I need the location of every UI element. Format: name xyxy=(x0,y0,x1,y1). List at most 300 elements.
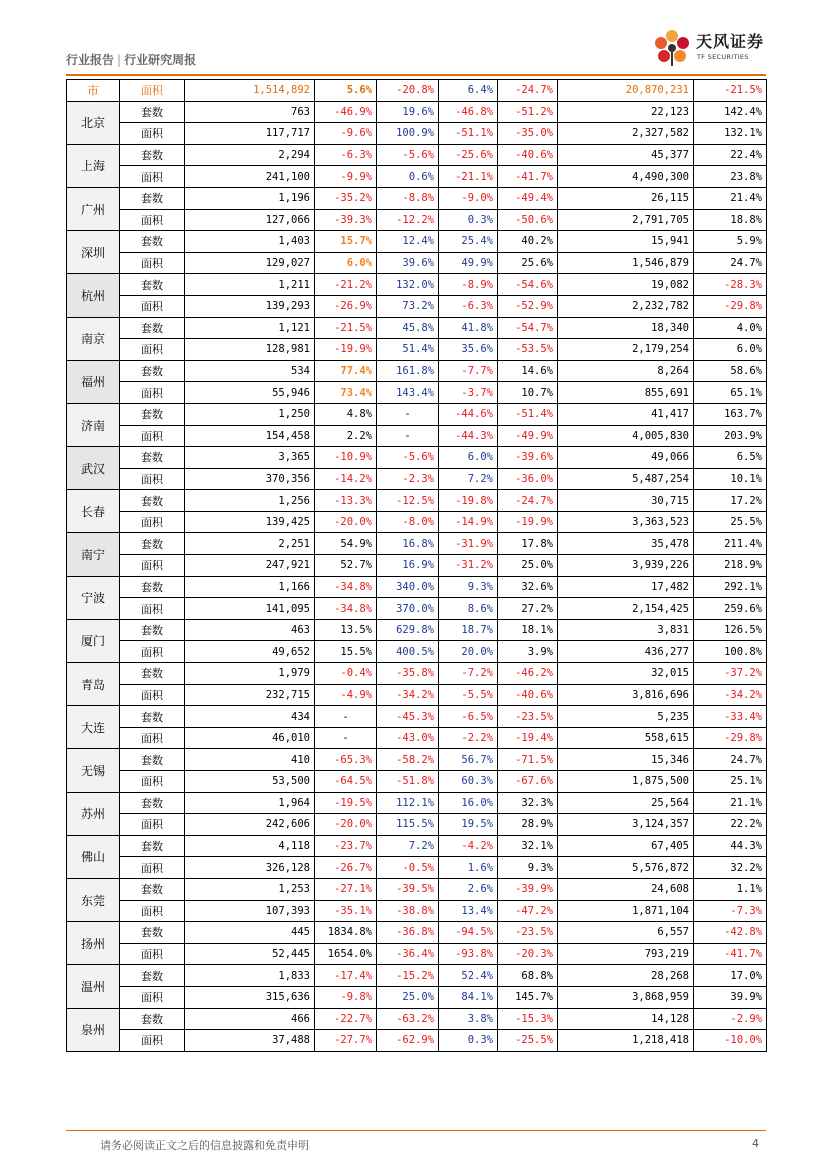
value-cell: -3.7% xyxy=(439,382,498,404)
value-cell: -35.1% xyxy=(315,900,377,922)
value-cell: -39.3% xyxy=(315,209,377,231)
value-cell: -41.7% xyxy=(498,166,558,188)
value-cell: -39.5% xyxy=(377,878,439,900)
value-cell: -41.7% xyxy=(694,943,767,965)
title-separator: | xyxy=(117,53,122,67)
value-cell: 25,564 xyxy=(558,792,694,814)
table-row xyxy=(67,706,767,728)
table-row xyxy=(67,447,767,469)
value-cell: 41.8% xyxy=(439,317,498,339)
value-cell: 203.9% xyxy=(694,425,767,447)
value-cell: 117,717 xyxy=(185,123,315,145)
table-row xyxy=(67,274,767,296)
value-cell: -29.8% xyxy=(694,727,767,749)
value-cell: -8.0% xyxy=(377,511,439,533)
table-row xyxy=(67,166,767,188)
value-cell: -19.9% xyxy=(498,511,558,533)
value-cell: -6.3% xyxy=(315,144,377,166)
value-cell: 13.5% xyxy=(315,619,377,641)
value-cell: 139,425 xyxy=(185,511,315,533)
value-cell: -19.9% xyxy=(315,339,377,361)
value-cell: 35,478 xyxy=(558,533,694,555)
metric-cell: 面积 xyxy=(120,814,185,836)
value-cell: -2.3% xyxy=(377,468,439,490)
city-name-cell: 广州 xyxy=(67,187,120,230)
value-cell: 2,251 xyxy=(185,533,315,555)
value-cell: -53.5% xyxy=(498,339,558,361)
value-cell: -24.7% xyxy=(498,80,558,102)
value-cell: -64.5% xyxy=(315,771,377,793)
value-cell: 232,715 xyxy=(185,684,315,706)
value-cell: 20.0% xyxy=(439,641,498,663)
value-cell: 0.6% xyxy=(377,166,439,188)
value-cell: 6.5% xyxy=(694,447,767,469)
value-cell: 22,123 xyxy=(558,101,694,123)
value-cell: -52.9% xyxy=(498,295,558,317)
table-row xyxy=(67,231,767,253)
value-cell: 5,487,254 xyxy=(558,468,694,490)
value-cell: 39.9% xyxy=(694,986,767,1008)
city-name-cell: 佛山 xyxy=(67,835,120,878)
table-row xyxy=(67,792,767,814)
value-cell: 5,576,872 xyxy=(558,857,694,879)
value-cell: 7.2% xyxy=(439,468,498,490)
value-cell: 44.3% xyxy=(694,835,767,857)
value-cell: -24.7% xyxy=(498,490,558,512)
value-cell: -6.5% xyxy=(439,706,498,728)
value-cell: 139,293 xyxy=(185,295,315,317)
value-cell: 1,218,418 xyxy=(558,1030,694,1052)
value-cell: 21.4% xyxy=(694,187,767,209)
value-cell: 242,606 xyxy=(185,814,315,836)
value-cell: 434 xyxy=(185,706,315,728)
table-row xyxy=(67,943,767,965)
metric-cell: 套数 xyxy=(120,965,185,987)
value-cell: 40.2% xyxy=(498,231,558,253)
value-cell: -51.4% xyxy=(498,403,558,425)
value-cell: -36.8% xyxy=(377,922,439,944)
value-cell: 2,791,705 xyxy=(558,209,694,231)
value-cell: 1,256 xyxy=(185,490,315,512)
value-cell: -12.5% xyxy=(377,490,439,512)
value-cell: -9.6% xyxy=(315,123,377,145)
value-cell: -31.2% xyxy=(439,555,498,577)
value-cell: 4.0% xyxy=(694,317,767,339)
value-cell: 3.9% xyxy=(498,641,558,663)
city-name-cell: 东莞 xyxy=(67,878,120,921)
report-header-title xyxy=(66,51,196,68)
value-cell: -6.3% xyxy=(439,295,498,317)
value-cell: 9.3% xyxy=(439,576,498,598)
value-cell: -12.2% xyxy=(377,209,439,231)
metric-cell: 面积 xyxy=(120,468,185,490)
value-cell: 128,981 xyxy=(185,339,315,361)
value-cell: 1,875,500 xyxy=(558,771,694,793)
value-cell: 463 xyxy=(185,619,315,641)
value-cell: 10.7% xyxy=(498,382,558,404)
metric-cell: 面积 xyxy=(120,1030,185,1052)
value-cell: 6.0% xyxy=(694,339,767,361)
value-cell: -23.7% xyxy=(315,835,377,857)
value-cell: 18.7% xyxy=(439,619,498,641)
value-cell: 23.8% xyxy=(694,166,767,188)
disclaimer-text: 请务必阅读正文之后的信息披露和免责申明 xyxy=(100,1139,309,1152)
city-name-cell: 上海 xyxy=(67,144,120,187)
value-cell: -21.5% xyxy=(694,80,767,102)
value-cell: 1,833 xyxy=(185,965,315,987)
value-cell: 16.8% xyxy=(377,533,439,555)
value-cell: -21.2% xyxy=(315,274,377,296)
value-cell: 2,154,425 xyxy=(558,598,694,620)
value-cell: -20.8% xyxy=(377,80,439,102)
table-row xyxy=(67,490,767,512)
value-cell: -54.7% xyxy=(498,317,558,339)
value-cell: 15,941 xyxy=(558,231,694,253)
table-row xyxy=(67,986,767,1008)
value-cell: 126.5% xyxy=(694,619,767,641)
city-cell: 市 xyxy=(67,80,120,102)
value-cell: 534 xyxy=(185,360,315,382)
value-cell: 107,393 xyxy=(185,900,315,922)
value-cell: 6.0% xyxy=(439,447,498,469)
value-cell: -14.9% xyxy=(439,511,498,533)
value-cell: 241,100 xyxy=(185,166,315,188)
value-cell: 2,294 xyxy=(185,144,315,166)
value-cell: -9.8% xyxy=(315,986,377,1008)
value-cell: -44.3% xyxy=(439,425,498,447)
city-name-cell: 福州 xyxy=(67,360,120,403)
value-cell: 1.6% xyxy=(439,857,498,879)
value-cell: -2.2% xyxy=(439,727,498,749)
table-row xyxy=(67,382,767,404)
value-cell: 56.7% xyxy=(439,749,498,771)
value-cell: 32.2% xyxy=(694,857,767,879)
metric-cell: 面积 xyxy=(120,857,185,879)
value-cell: 3,868,959 xyxy=(558,986,694,1008)
value-cell: 1,546,879 xyxy=(558,252,694,274)
metric-cell: 套数 xyxy=(120,922,185,944)
value-cell: -25.6% xyxy=(439,144,498,166)
value-cell: -34.2% xyxy=(694,684,767,706)
value-cell: - xyxy=(377,425,439,447)
value-cell: 17.0% xyxy=(694,965,767,987)
metric-cell: 面积 xyxy=(120,425,185,447)
value-cell: -37.2% xyxy=(694,663,767,685)
metric-cell: 面积 xyxy=(120,684,185,706)
value-cell: 54.9% xyxy=(315,533,377,555)
table-row xyxy=(67,727,767,749)
table-row xyxy=(67,468,767,490)
value-cell: 211.4% xyxy=(694,533,767,555)
value-cell: 18,340 xyxy=(558,317,694,339)
city-name-cell: 南京 xyxy=(67,317,120,360)
value-cell: -46.8% xyxy=(439,101,498,123)
metric-cell: 面积 xyxy=(120,252,185,274)
value-cell: 1,964 xyxy=(185,792,315,814)
value-cell: -7.2% xyxy=(439,663,498,685)
value-cell: -35.2% xyxy=(315,187,377,209)
value-cell: -35.8% xyxy=(377,663,439,685)
value-cell: 2,327,582 xyxy=(558,123,694,145)
value-cell: -14.2% xyxy=(315,468,377,490)
value-cell: -26.7% xyxy=(315,857,377,879)
value-cell: -39.6% xyxy=(498,447,558,469)
value-cell: 793,219 xyxy=(558,943,694,965)
value-cell: -58.2% xyxy=(377,749,439,771)
value-cell: 370.0% xyxy=(377,598,439,620)
value-cell: 161.8% xyxy=(377,360,439,382)
value-cell: 58.6% xyxy=(694,360,767,382)
value-cell: 629.8% xyxy=(377,619,439,641)
value-cell: -34.8% xyxy=(315,576,377,598)
metric-cell: 面积 xyxy=(120,166,185,188)
value-cell: 410 xyxy=(185,749,315,771)
value-cell: 143.4% xyxy=(377,382,439,404)
table-row xyxy=(67,360,767,382)
metric-cell: 面积 xyxy=(120,339,185,361)
value-cell: -19.4% xyxy=(498,727,558,749)
value-cell: -20.0% xyxy=(315,814,377,836)
value-cell: -8.9% xyxy=(439,274,498,296)
table-row xyxy=(67,965,767,987)
value-cell: -27.1% xyxy=(315,878,377,900)
value-cell: -51.2% xyxy=(498,101,558,123)
value-cell: 30,715 xyxy=(558,490,694,512)
value-cell: -94.5% xyxy=(439,922,498,944)
table-row xyxy=(67,641,767,663)
value-cell: 16.0% xyxy=(439,792,498,814)
value-cell: 2,179,254 xyxy=(558,339,694,361)
value-cell: -15.3% xyxy=(498,1008,558,1030)
value-cell: 0.3% xyxy=(439,1030,498,1052)
metric-cell: 面积 xyxy=(120,80,185,102)
table-row xyxy=(67,1008,767,1030)
value-cell: -47.2% xyxy=(498,900,558,922)
value-cell: 154,458 xyxy=(185,425,315,447)
value-cell: 25.4% xyxy=(439,231,498,253)
value-cell: 100.8% xyxy=(694,641,767,663)
value-cell: 1,253 xyxy=(185,878,315,900)
value-cell: 24.7% xyxy=(694,252,767,274)
value-cell: 855,691 xyxy=(558,382,694,404)
metric-cell: 套数 xyxy=(120,447,185,469)
value-cell: 21.1% xyxy=(694,792,767,814)
header-rule xyxy=(66,74,766,76)
value-cell: 145.7% xyxy=(498,986,558,1008)
value-cell: -0.5% xyxy=(377,857,439,879)
city-name-cell: 宁波 xyxy=(67,576,120,619)
value-cell: 25.6% xyxy=(498,252,558,274)
value-cell: 326,128 xyxy=(185,857,315,879)
city-name-cell: 青岛 xyxy=(67,663,120,706)
value-cell: 1,166 xyxy=(185,576,315,598)
value-cell: 52,445 xyxy=(185,943,315,965)
value-cell: 60.3% xyxy=(439,771,498,793)
value-cell: -4.9% xyxy=(315,684,377,706)
value-cell: 15.5% xyxy=(315,641,377,663)
table-row xyxy=(67,663,767,685)
value-cell: 6.0% xyxy=(315,252,377,274)
value-cell: -33.4% xyxy=(694,706,767,728)
value-cell: 26,115 xyxy=(558,187,694,209)
value-cell: 315,636 xyxy=(185,986,315,1008)
metric-cell: 套数 xyxy=(120,576,185,598)
value-cell: -21.1% xyxy=(439,166,498,188)
value-cell: -49.4% xyxy=(498,187,558,209)
city-name-cell: 武汉 xyxy=(67,447,120,490)
value-cell: -19.8% xyxy=(439,490,498,512)
city-name-cell: 济南 xyxy=(67,403,120,446)
table-row xyxy=(67,814,767,836)
value-cell: 370,356 xyxy=(185,468,315,490)
table-row xyxy=(67,403,767,425)
value-cell: 20,870,231 xyxy=(558,80,694,102)
value-cell: -40.6% xyxy=(498,144,558,166)
value-cell: 18.8% xyxy=(694,209,767,231)
table-row xyxy=(67,576,767,598)
value-cell: 27.2% xyxy=(498,598,558,620)
metric-cell: 面积 xyxy=(120,986,185,1008)
metric-cell: 面积 xyxy=(120,641,185,663)
value-cell: 32.3% xyxy=(498,792,558,814)
table-row xyxy=(67,252,767,274)
city-name-cell: 泉州 xyxy=(67,1008,120,1051)
value-cell: -71.5% xyxy=(498,749,558,771)
value-cell: 4.8% xyxy=(315,403,377,425)
value-cell: -49.9% xyxy=(498,425,558,447)
table-row xyxy=(67,101,767,123)
value-cell: 84.1% xyxy=(439,986,498,1008)
value-cell: 4,005,830 xyxy=(558,425,694,447)
metric-cell: 面积 xyxy=(120,555,185,577)
city-name-cell: 长春 xyxy=(67,490,120,533)
table-row xyxy=(67,878,767,900)
metric-cell: 面积 xyxy=(120,598,185,620)
value-cell: 1,196 xyxy=(185,187,315,209)
value-cell: 3,365 xyxy=(185,447,315,469)
value-cell: 39.6% xyxy=(377,252,439,274)
value-cell: 28,268 xyxy=(558,965,694,987)
table-row xyxy=(67,835,767,857)
value-cell: 25.0% xyxy=(377,986,439,1008)
value-cell: 8,264 xyxy=(558,360,694,382)
value-cell: 112.1% xyxy=(377,792,439,814)
metric-cell: 套数 xyxy=(120,187,185,209)
value-cell: 32.1% xyxy=(498,835,558,857)
value-cell: 436,277 xyxy=(558,641,694,663)
metric-cell: 面积 xyxy=(120,900,185,922)
value-cell: 3,816,696 xyxy=(558,684,694,706)
table-row xyxy=(67,857,767,879)
value-cell: 17,482 xyxy=(558,576,694,598)
metric-cell: 套数 xyxy=(120,144,185,166)
report-type: 行业报告 xyxy=(66,53,115,67)
value-cell: 32.6% xyxy=(498,576,558,598)
value-cell: -31.9% xyxy=(439,533,498,555)
value-cell: 13.4% xyxy=(439,900,498,922)
report-subtype: 行业研究周报 xyxy=(124,53,197,67)
value-cell: 1,403 xyxy=(185,231,315,253)
value-cell: 1.1% xyxy=(694,878,767,900)
value-cell: 24,608 xyxy=(558,878,694,900)
value-cell: -19.5% xyxy=(315,792,377,814)
value-cell: 51.4% xyxy=(377,339,439,361)
value-cell: -43.0% xyxy=(377,727,439,749)
metric-cell: 套数 xyxy=(120,231,185,253)
value-cell: 17.2% xyxy=(694,490,767,512)
value-cell: 53,500 xyxy=(185,771,315,793)
value-cell: -17.4% xyxy=(315,965,377,987)
value-cell: -35.0% xyxy=(498,123,558,145)
table-row xyxy=(67,771,767,793)
brand-name: 天风证券 xyxy=(696,32,765,51)
value-cell: 25.0% xyxy=(498,555,558,577)
tf-securities-logo xyxy=(650,26,770,70)
city-name-cell: 北京 xyxy=(67,101,120,144)
value-cell: -63.2% xyxy=(377,1008,439,1030)
value-cell: 5,235 xyxy=(558,706,694,728)
table-row xyxy=(67,555,767,577)
value-cell: -8.8% xyxy=(377,187,439,209)
value-cell: - xyxy=(315,727,377,749)
value-cell: 558,615 xyxy=(558,727,694,749)
metric-cell: 面积 xyxy=(120,382,185,404)
value-cell: -5.6% xyxy=(377,144,439,166)
value-cell: 1,121 xyxy=(185,317,315,339)
footer-rule xyxy=(66,1130,766,1131)
value-cell: 25.5% xyxy=(694,511,767,533)
value-cell: -23.5% xyxy=(498,706,558,728)
metric-cell: 套数 xyxy=(120,317,185,339)
table-row xyxy=(67,619,767,641)
value-cell: 25.1% xyxy=(694,771,767,793)
value-cell: 218.9% xyxy=(694,555,767,577)
value-cell: 67,405 xyxy=(558,835,694,857)
value-cell: -62.9% xyxy=(377,1030,439,1052)
value-cell: 4,118 xyxy=(185,835,315,857)
value-cell: -34.2% xyxy=(377,684,439,706)
value-cell: 132.0% xyxy=(377,274,439,296)
value-cell: 1,250 xyxy=(185,403,315,425)
brand-name-en: TF SECURITIES xyxy=(697,53,749,61)
table-row xyxy=(67,511,767,533)
value-cell: 45.8% xyxy=(377,317,439,339)
value-cell: -7.3% xyxy=(694,900,767,922)
value-cell: -36.0% xyxy=(498,468,558,490)
table-row xyxy=(67,922,767,944)
metric-cell: 面积 xyxy=(120,727,185,749)
value-cell: 1,211 xyxy=(185,274,315,296)
value-cell: 73.4% xyxy=(315,382,377,404)
value-cell: 9.3% xyxy=(498,857,558,879)
city-name-cell: 杭州 xyxy=(67,274,120,317)
value-cell: -65.3% xyxy=(315,749,377,771)
table-row xyxy=(67,425,767,447)
value-cell: -23.5% xyxy=(498,922,558,944)
value-cell: 115.5% xyxy=(377,814,439,836)
value-cell: 340.0% xyxy=(377,576,439,598)
metric-cell: 套数 xyxy=(120,835,185,857)
value-cell: -51.8% xyxy=(377,771,439,793)
value-cell: - xyxy=(315,706,377,728)
value-cell: 10.1% xyxy=(694,468,767,490)
value-cell: 22.2% xyxy=(694,814,767,836)
value-cell: - xyxy=(377,403,439,425)
page-number: 4 xyxy=(752,1137,759,1150)
metric-cell: 面积 xyxy=(120,771,185,793)
city-name-cell: 温州 xyxy=(67,965,120,1008)
value-cell: -26.9% xyxy=(315,295,377,317)
